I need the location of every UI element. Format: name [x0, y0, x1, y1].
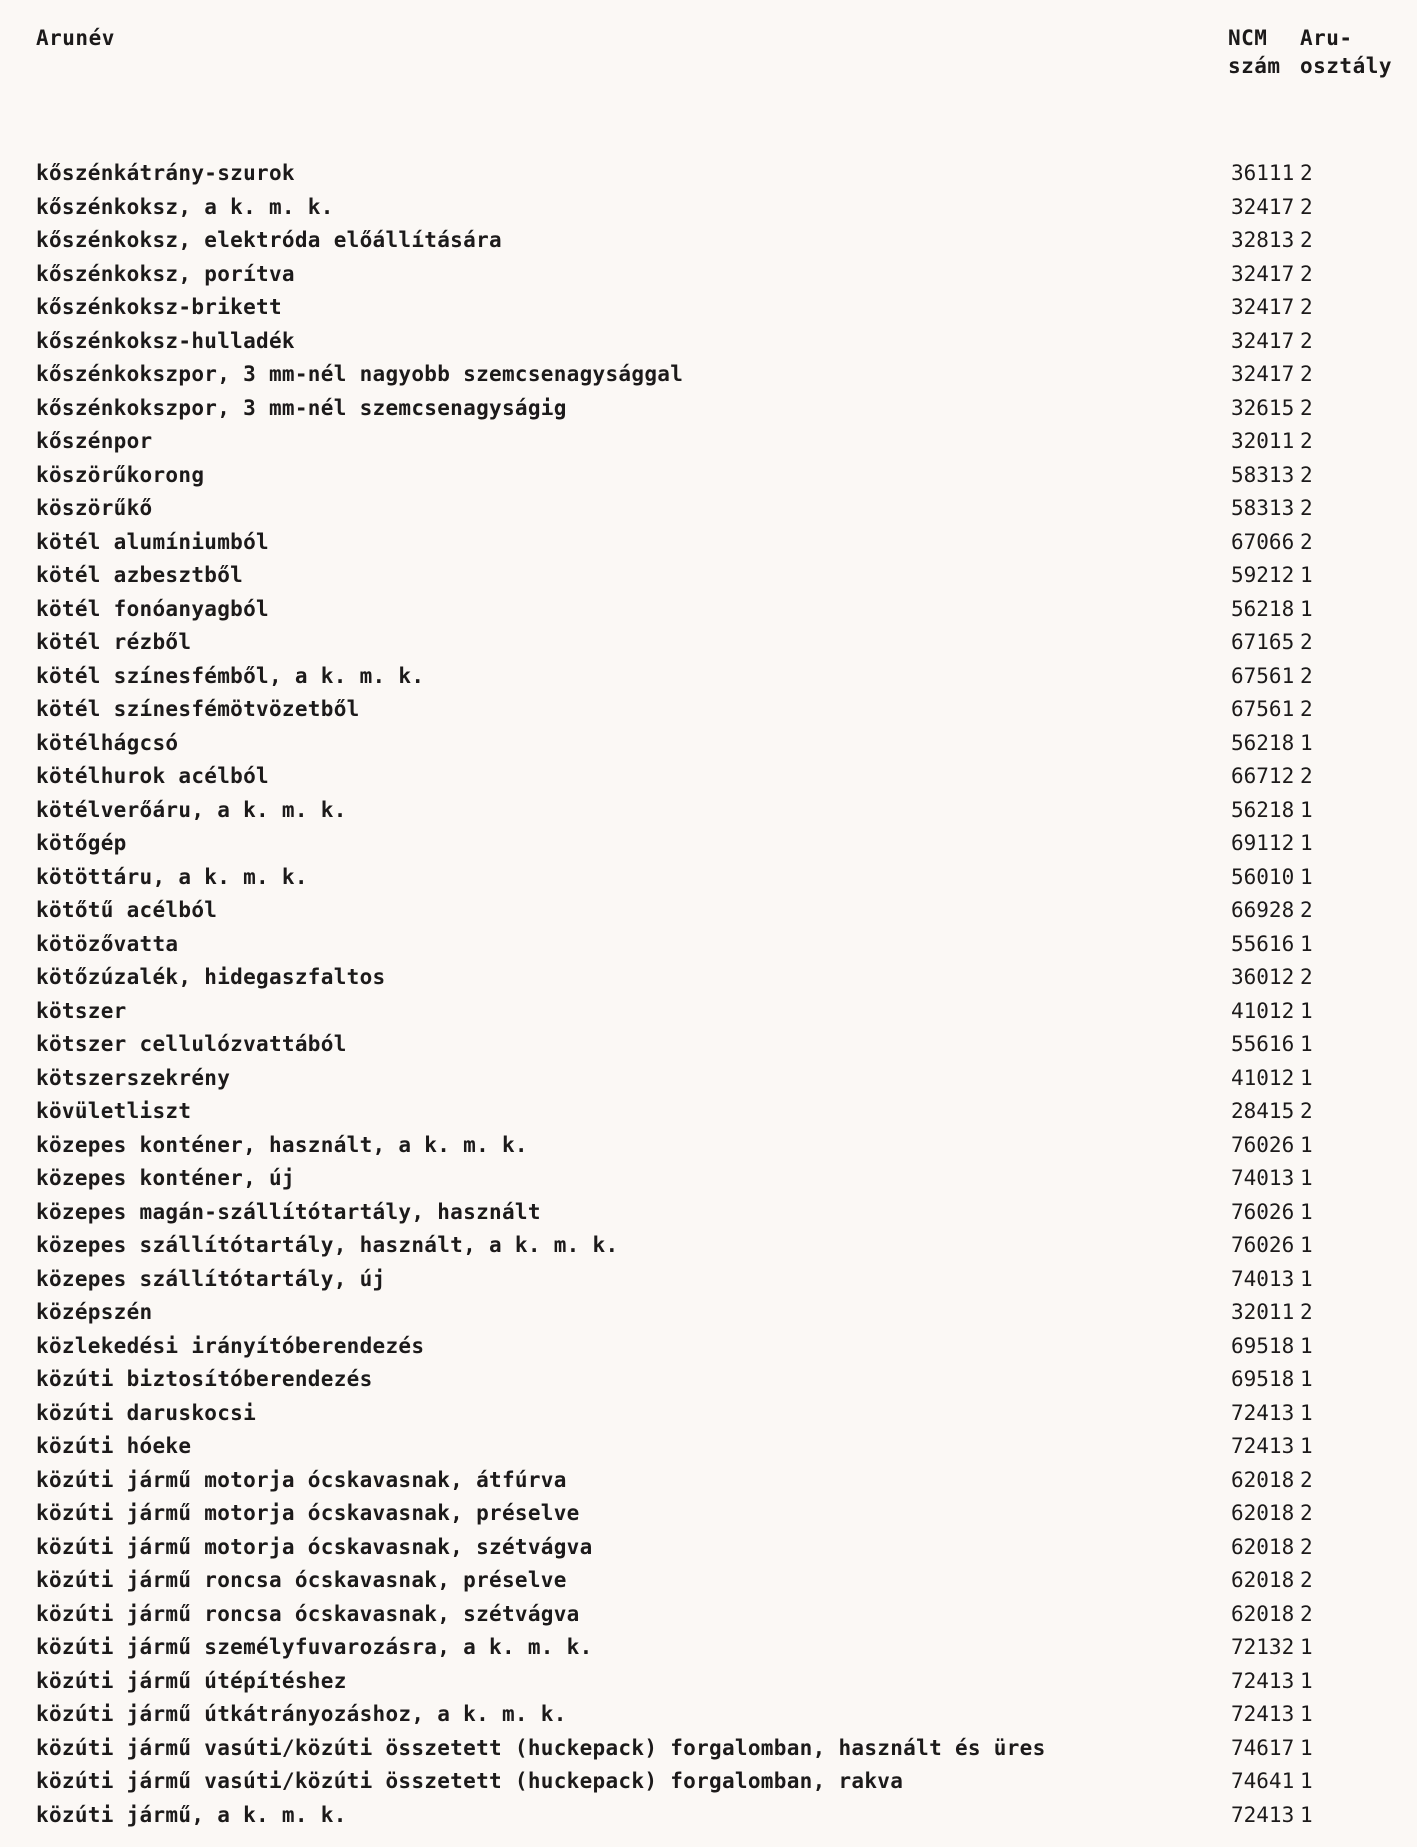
- item-class: 1: [1300, 1635, 1313, 1659]
- item-class: 1: [1300, 998, 1313, 1023]
- list-item: [0, 1598, 1417, 1632]
- item-ncm-number: 62018: [1231, 1501, 1295, 1525]
- item-class: 2: [1300, 429, 1313, 453]
- list-item: [0, 358, 1417, 392]
- item-ncm-number: 72413: [1231, 1802, 1295, 1827]
- item-class: 1: [1300, 1132, 1313, 1157]
- item-name: kötél színesfémből, a k. m. k.: [36, 663, 425, 688]
- list-item: [0, 660, 1417, 694]
- column-header-class: [1300, 24, 1392, 80]
- item-class: 1: [1300, 1166, 1313, 1190]
- column-header-name: [36, 24, 115, 52]
- item-name: közúti biztosítóberendezés: [36, 1367, 373, 1391]
- list-item: [0, 626, 1417, 660]
- item-class: 2: [1300, 328, 1313, 353]
- item-class: 2: [1300, 496, 1313, 520]
- list-item: [0, 1062, 1417, 1096]
- item-name: kötél azbesztből: [36, 563, 244, 587]
- item-ncm-number: 69518: [1231, 1333, 1295, 1358]
- item-ncm-number: 58313: [1231, 462, 1295, 487]
- list-item: [0, 593, 1417, 627]
- item-ncm-number: 62018: [1231, 1467, 1295, 1492]
- list-item: [0, 1028, 1417, 1062]
- item-ncm-number: 58313: [1231, 496, 1295, 520]
- item-ncm-number: 74617: [1231, 1735, 1295, 1760]
- item-class: 2: [1300, 1300, 1313, 1324]
- item-class: 1: [1300, 1266, 1313, 1291]
- item-ncm-number: 62018: [1231, 1601, 1295, 1626]
- item-class: 2: [1300, 764, 1313, 788]
- item-class: 2: [1300, 663, 1313, 688]
- item-class: 1: [1300, 563, 1313, 587]
- item-ncm-number: 74641: [1231, 1769, 1295, 1793]
- item-ncm-number: 32615: [1231, 395, 1295, 420]
- item-ncm-number: 72413: [1231, 1434, 1295, 1458]
- item-class: 2: [1300, 194, 1313, 219]
- list-item: [0, 961, 1417, 995]
- list-item: [0, 425, 1417, 459]
- item-name: közepes szállítótartály, használt, a k. m. k.: [36, 1233, 619, 1257]
- list-item: [0, 1732, 1417, 1766]
- item-class: 1: [1300, 730, 1313, 755]
- item-ncm-number: 56218: [1231, 797, 1295, 822]
- list-item: [0, 928, 1417, 962]
- item-name: kötszerszekrény: [36, 1065, 231, 1090]
- item-ncm-number: 72413: [1231, 1668, 1295, 1693]
- list-item: [0, 727, 1417, 761]
- list-item: [0, 559, 1417, 593]
- item-ncm-number: 55616: [1231, 1032, 1295, 1056]
- list-item: [0, 1397, 1417, 1431]
- list-item: [0, 1497, 1417, 1531]
- list-item: [0, 760, 1417, 794]
- list-item: [0, 1162, 1417, 1196]
- item-ncm-number: 74013: [1231, 1166, 1295, 1190]
- item-class: 2: [1300, 1568, 1313, 1592]
- item-class: 1: [1300, 1233, 1313, 1257]
- list-item: [0, 794, 1417, 828]
- item-ncm-number: 69518: [1231, 1367, 1295, 1391]
- item-name: közúti daruskocsi: [36, 1400, 257, 1425]
- item-name: közúti jármű motorja ócskavasnak, szétvágva: [36, 1534, 593, 1559]
- item-name: köszörűkő: [36, 496, 153, 520]
- item-name: közúti jármű vasúti/közúti összetett (huckepack) forgalomban, használt és üres: [36, 1735, 1046, 1760]
- item-name: közepes magán-szállítótartály, használt: [36, 1199, 541, 1224]
- item-ncm-number: 32813: [1231, 228, 1295, 252]
- item-ncm-number: 72413: [1231, 1400, 1295, 1425]
- item-name: kötöttáru, a k. m. k.: [36, 864, 308, 889]
- item-ncm-number: 62018: [1231, 1568, 1295, 1592]
- item-class: 2: [1300, 395, 1313, 420]
- item-ncm-number: 76026: [1231, 1132, 1295, 1157]
- item-name: kőszénkoksz, elektróda előállítására: [36, 228, 502, 252]
- item-ncm-number: 67066: [1231, 529, 1295, 554]
- item-name: közúti jármű személyfuvarozásra, a k. m. k.: [36, 1635, 593, 1659]
- item-ncm-number: 32417: [1231, 362, 1295, 386]
- item-name: kőszénkoksz-hulladék: [36, 328, 295, 353]
- list-item: [0, 392, 1417, 426]
- item-name: kötélverőáru, a k. m. k.: [36, 797, 347, 822]
- item-class: 2: [1300, 261, 1313, 286]
- list-item: [0, 258, 1417, 292]
- list-item: [0, 693, 1417, 727]
- item-class: 2: [1300, 228, 1313, 252]
- item-class: 2: [1300, 1501, 1313, 1525]
- item-name: kövületliszt: [36, 1099, 192, 1123]
- item-ncm-number: 59212: [1231, 563, 1295, 587]
- item-name: középszén: [36, 1300, 153, 1324]
- item-ncm-number: 66928: [1231, 898, 1295, 922]
- item-name: közepes konténer, új: [36, 1166, 295, 1190]
- item-name: kötél rézből: [36, 630, 192, 654]
- item-ncm-number: 67561: [1231, 697, 1295, 721]
- item-ncm-number: 36012: [1231, 965, 1295, 989]
- item-name: közúti hóeke: [36, 1434, 192, 1458]
- list-item: [0, 1129, 1417, 1163]
- item-ncm-number: 32417: [1231, 261, 1295, 286]
- column-header-ncm-line2: szám: [1228, 54, 1281, 78]
- list-item: [0, 995, 1417, 1029]
- list-item: [0, 1263, 1417, 1297]
- list-item: [0, 1363, 1417, 1397]
- item-class: 1: [1300, 1032, 1313, 1056]
- item-class: 2: [1300, 898, 1313, 922]
- list-item: [0, 492, 1417, 526]
- item-class: 1: [1300, 1367, 1313, 1391]
- item-class: 1: [1300, 596, 1313, 621]
- item-name: közúti jármű útkátrányozáshoz, a k. m. k.: [36, 1702, 567, 1726]
- item-name: kőszénkátrány-szurok: [36, 161, 295, 185]
- item-ncm-number: 76026: [1231, 1199, 1295, 1224]
- column-header-ncm: [1228, 24, 1281, 80]
- list-item: [0, 1631, 1417, 1665]
- item-name: kötélhágcsó: [36, 730, 179, 755]
- list-item: [0, 459, 1417, 493]
- item-name: közúti jármű roncsa ócskavasnak, szétvágva: [36, 1601, 580, 1626]
- item-class: 1: [1300, 1769, 1313, 1793]
- item-name: közepes konténer, használt, a k. m. k.: [36, 1132, 528, 1157]
- item-name: kötél színesfémötvözetből: [36, 697, 360, 721]
- item-ncm-number: 55616: [1231, 931, 1295, 956]
- item-ncm-number: 41012: [1231, 998, 1295, 1023]
- item-ncm-number: 56218: [1231, 730, 1295, 755]
- list-item: [0, 1430, 1417, 1464]
- item-name: közúti jármű vasúti/közúti összetett (huckepack) forgalomban, rakva: [36, 1769, 904, 1793]
- list-item: [0, 1464, 1417, 1498]
- item-ncm-number: 28415: [1231, 1099, 1295, 1123]
- item-class: 1: [1300, 1434, 1313, 1458]
- item-class: 1: [1300, 1333, 1313, 1358]
- item-name: kőszénkokszpor, 3 mm-nél szemcsenagyságig: [36, 395, 567, 420]
- list-item: [0, 325, 1417, 359]
- item-name: kötszer cellulózvattából: [36, 1032, 347, 1056]
- item-ncm-number: 36111: [1231, 161, 1295, 185]
- item-class: 1: [1300, 1735, 1313, 1760]
- item-name: kőszénkoksz-brikett: [36, 295, 282, 319]
- item-ncm-number: 72132: [1231, 1635, 1295, 1659]
- column-header-name-label: Arunév: [36, 26, 115, 50]
- item-class: 1: [1300, 864, 1313, 889]
- list-item: [0, 1564, 1417, 1598]
- item-class: 2: [1300, 630, 1313, 654]
- item-ncm-number: 66712: [1231, 764, 1295, 788]
- item-ncm-number: 32417: [1231, 328, 1295, 353]
- list-item: [0, 861, 1417, 895]
- item-ncm-number: 32417: [1231, 295, 1295, 319]
- item-class: 2: [1300, 697, 1313, 721]
- item-ncm-number: 69112: [1231, 831, 1295, 855]
- list-item: [0, 1229, 1417, 1263]
- item-name: közepes szállítótartály, új: [36, 1266, 386, 1291]
- item-name: kőszénkokszpor, 3 mm-nél nagyobb szemcsenagysággal: [36, 362, 684, 386]
- item-ncm-number: 62018: [1231, 1534, 1295, 1559]
- item-class: 1: [1300, 797, 1313, 822]
- goods-list: [0, 157, 1417, 1832]
- item-class: 1: [1300, 1199, 1313, 1224]
- list-item: [0, 1330, 1417, 1364]
- item-ncm-number: 67165: [1231, 630, 1295, 654]
- item-ncm-number: 67561: [1231, 663, 1295, 688]
- item-name: kőszénkoksz, a k. m. k.: [36, 194, 334, 219]
- item-name: kőszénkoksz, porítva: [36, 261, 295, 286]
- item-class: 2: [1300, 462, 1313, 487]
- item-ncm-number: 76026: [1231, 1233, 1295, 1257]
- item-name: köszörűkorong: [36, 462, 205, 487]
- list-item: [0, 291, 1417, 325]
- list-item: [0, 191, 1417, 225]
- list-item: [0, 1296, 1417, 1330]
- item-ncm-number: 56010: [1231, 864, 1295, 889]
- item-class: 2: [1300, 1601, 1313, 1626]
- item-name: kötőzúzalék, hidegaszfaltos: [36, 965, 386, 989]
- list-item: [0, 1799, 1417, 1833]
- item-class: 2: [1300, 1534, 1313, 1559]
- item-class: 1: [1300, 1065, 1313, 1090]
- item-name: kötőtű acélból: [36, 898, 218, 922]
- list-item: [0, 526, 1417, 560]
- item-class: 1: [1300, 1802, 1313, 1827]
- column-header-ncm-line1: NCM: [1228, 26, 1268, 50]
- item-name: közúti jármű motorja ócskavasnak, átfúrva: [36, 1467, 567, 1492]
- item-class: 1: [1300, 1702, 1313, 1726]
- item-ncm-number: 32011: [1231, 1300, 1295, 1324]
- item-name: kötél alumíniumból: [36, 529, 269, 554]
- item-ncm-number: 72413: [1231, 1702, 1295, 1726]
- list-item: [0, 157, 1417, 191]
- item-class: 1: [1300, 831, 1313, 855]
- item-class: 2: [1300, 1099, 1313, 1123]
- list-item: [0, 1095, 1417, 1129]
- item-class: 2: [1300, 295, 1313, 319]
- item-name: kötőgép: [36, 831, 127, 855]
- item-ncm-number: 74013: [1231, 1266, 1295, 1291]
- list-item: [0, 1531, 1417, 1565]
- item-name: kötszer: [36, 998, 127, 1023]
- column-header-class-line1: Aru-: [1300, 26, 1353, 50]
- item-name: közúti jármű motorja ócskavasnak, préselve: [36, 1501, 580, 1525]
- item-name: közúti jármű útépítéshez: [36, 1668, 347, 1693]
- item-name: közúti jármű, a k. m. k.: [36, 1802, 347, 1827]
- list-item: [0, 1765, 1417, 1799]
- list-item: [0, 827, 1417, 861]
- item-class: 2: [1300, 161, 1313, 185]
- item-name: kötélhurok acélból: [36, 764, 269, 788]
- item-name: kőszénpor: [36, 429, 153, 453]
- item-class: 1: [1300, 1400, 1313, 1425]
- list-item: [0, 894, 1417, 928]
- item-name: kötél fonóanyagból: [36, 596, 269, 621]
- item-ncm-number: 41012: [1231, 1065, 1295, 1090]
- item-class: 1: [1300, 1668, 1313, 1693]
- item-name: kötözővatta: [36, 931, 179, 956]
- item-name: közlekedési irányítóberendezés: [36, 1333, 425, 1358]
- item-ncm-number: 56218: [1231, 596, 1295, 621]
- list-item: [0, 1698, 1417, 1732]
- item-class: 2: [1300, 1467, 1313, 1492]
- item-name: közúti jármű roncsa ócskavasnak, préselve: [36, 1568, 567, 1592]
- list-item: [0, 224, 1417, 258]
- item-class: 2: [1300, 529, 1313, 554]
- item-class: 2: [1300, 362, 1313, 386]
- column-header-class-line2: osztály: [1300, 54, 1393, 78]
- item-class: 1: [1300, 931, 1313, 956]
- list-item: [0, 1196, 1417, 1230]
- item-ncm-number: 32417: [1231, 194, 1295, 219]
- item-ncm-number: 32011: [1231, 429, 1295, 453]
- list-item: [0, 1665, 1417, 1699]
- item-class: 2: [1300, 965, 1313, 989]
